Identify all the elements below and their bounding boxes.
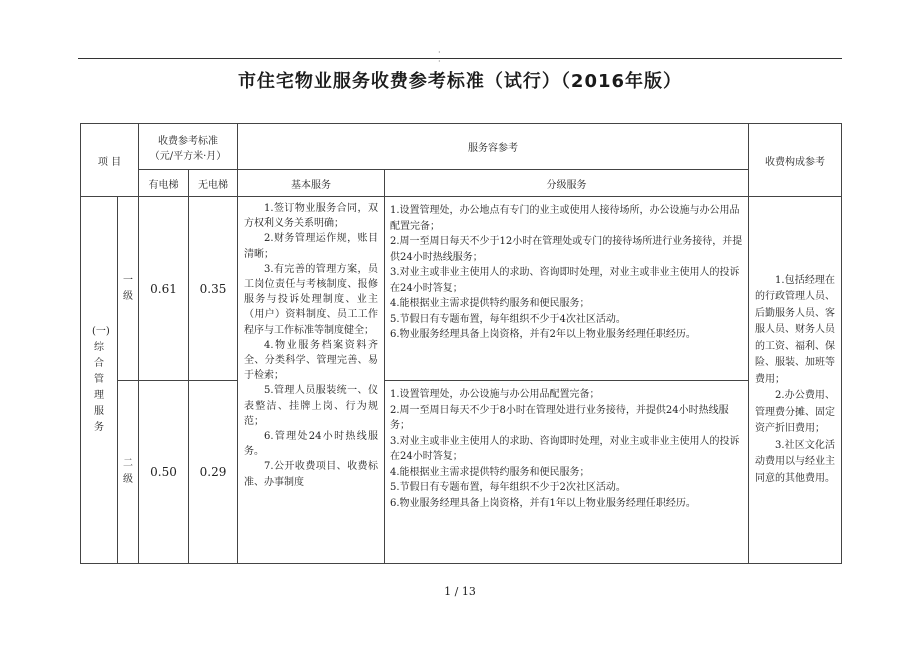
level2-item: 6.物业服务经理具备上岗资格，并有1年以上物业服务经理任职经历。 xyxy=(390,497,696,509)
level1-no-elevator-fee: 0.35 xyxy=(189,197,238,381)
level2-service-cell xyxy=(385,381,749,564)
header-no-elevator: 无电梯 xyxy=(189,170,238,197)
level2-item: 4.能根据业主需求提供特约服务和便民服务； xyxy=(390,466,590,478)
header-service-content: 服务容参考 xyxy=(238,124,749,170)
level1-item: 3.对业主或非业主使用人的求助、咨询即时处理，对业主或非业主使用人的投诉在24小时答复； xyxy=(390,267,740,294)
basic-item: 6.管理处24小时热线服务。 xyxy=(244,431,378,458)
basic-item: 4.物业服务档案资料齐全、分类科学、管理完善、易于检索； xyxy=(244,339,378,382)
level1-service-cell xyxy=(385,197,749,381)
page-title: 市住宅物业服务收费参考标准（试行）（2016年版） xyxy=(237,71,683,92)
basic-item: 3.有完善的管理方案，员工岗位责任与考核制度、报修服务与投诉处理制度、业主（用户）资料制度、员工工作程序与工作标准等制度健全； xyxy=(244,263,378,336)
header-fee-composition: 收费构成参考 xyxy=(749,124,842,197)
level1-item: 2.周一至周日每天不少于12小时在管理处或专门的接待场所进行业务接待，并提供24小时热线服务； xyxy=(390,236,743,263)
header-level-service: 分级服务 xyxy=(385,170,749,197)
fee-item: 3.社区文化活动费用以与经业主同意的其他费用。 xyxy=(755,439,835,484)
basic-item: 2.财务管理运作规，账目清晰； xyxy=(244,233,378,260)
header-dots: · · xyxy=(438,48,471,66)
basic-item: 5.管理人员服装统一、仪表整洁、挂牌上岗、行为规范； xyxy=(244,385,378,427)
header-item: 项 目 xyxy=(81,124,139,197)
header-fee-standard-line2: （元/平方米·月） xyxy=(149,150,227,162)
header-with-elevator: 有电梯 xyxy=(139,170,189,197)
category-cell xyxy=(81,197,118,564)
level1-elevator-fee: 0.61 xyxy=(139,197,189,381)
header-fee-standard xyxy=(139,124,238,170)
page-number: 1 / 13 xyxy=(444,585,476,598)
level2-item: 2.周一至周日每天不少于8小时在管理处进行业务接待，并提供24小时热线服务； xyxy=(390,404,729,431)
fee-item: 1.包括经理在的行政管理人员、后勤服务人员、客服人员、财务人员的工资、福利、保险、服装、加班等费用； xyxy=(755,274,835,385)
level2-cell xyxy=(118,381,139,564)
basic-item: 1.签订物业服务合同，双方权利义务关系明确； xyxy=(244,203,378,230)
basic-item: 7.公开收费项目、收费标准、办事制度 xyxy=(244,461,378,488)
level1-cell xyxy=(118,197,139,381)
level1-item: 5.节假日有专题布置，每年组织不少于4次社区活动。 xyxy=(390,313,626,325)
level2-item: 5.节假日有专题布置，每年组织不少于2次社区活动。 xyxy=(390,482,626,493)
level2-item: 1.设置管理处，办公设施与办公用品配置完备； xyxy=(390,389,600,400)
level2-no-elevator-fee: 0.29 xyxy=(189,381,238,564)
basic-service-cell xyxy=(238,197,385,564)
fee-item: 2.办公费用、管理费分摊、固定资产折旧费用； xyxy=(755,390,835,435)
level1-label: 一级 xyxy=(123,274,133,302)
header-basic-service: 基本服务 xyxy=(238,170,385,197)
level1-item: 1.设置管理处，办公地点有专门的业主或使用人接待场所，办公设施与办公用品配置完备； xyxy=(390,205,740,232)
level2-elevator-fee: 0.50 xyxy=(139,381,189,564)
level1-item: 4.能根据业主需求提供特约服务和便民服务； xyxy=(390,298,590,309)
header-fee-standard-line1: 收费参考标准 xyxy=(158,135,218,147)
header-rule xyxy=(78,58,842,59)
level2-label: 二级 xyxy=(123,458,133,485)
fee-composition-cell xyxy=(749,197,842,564)
level2-item: 3.对业主或非业主使用人的求助、咨询即时处理，对业主或非业主使用人的投诉在24小时答复； xyxy=(390,435,740,462)
level1-item: 6.物业服务经理具备上岗资格，并有2年以上物业服务经理任职经历。 xyxy=(390,329,696,340)
fee-standard-table xyxy=(80,123,842,564)
category-label: (一)综合管理服务 xyxy=(92,326,110,433)
